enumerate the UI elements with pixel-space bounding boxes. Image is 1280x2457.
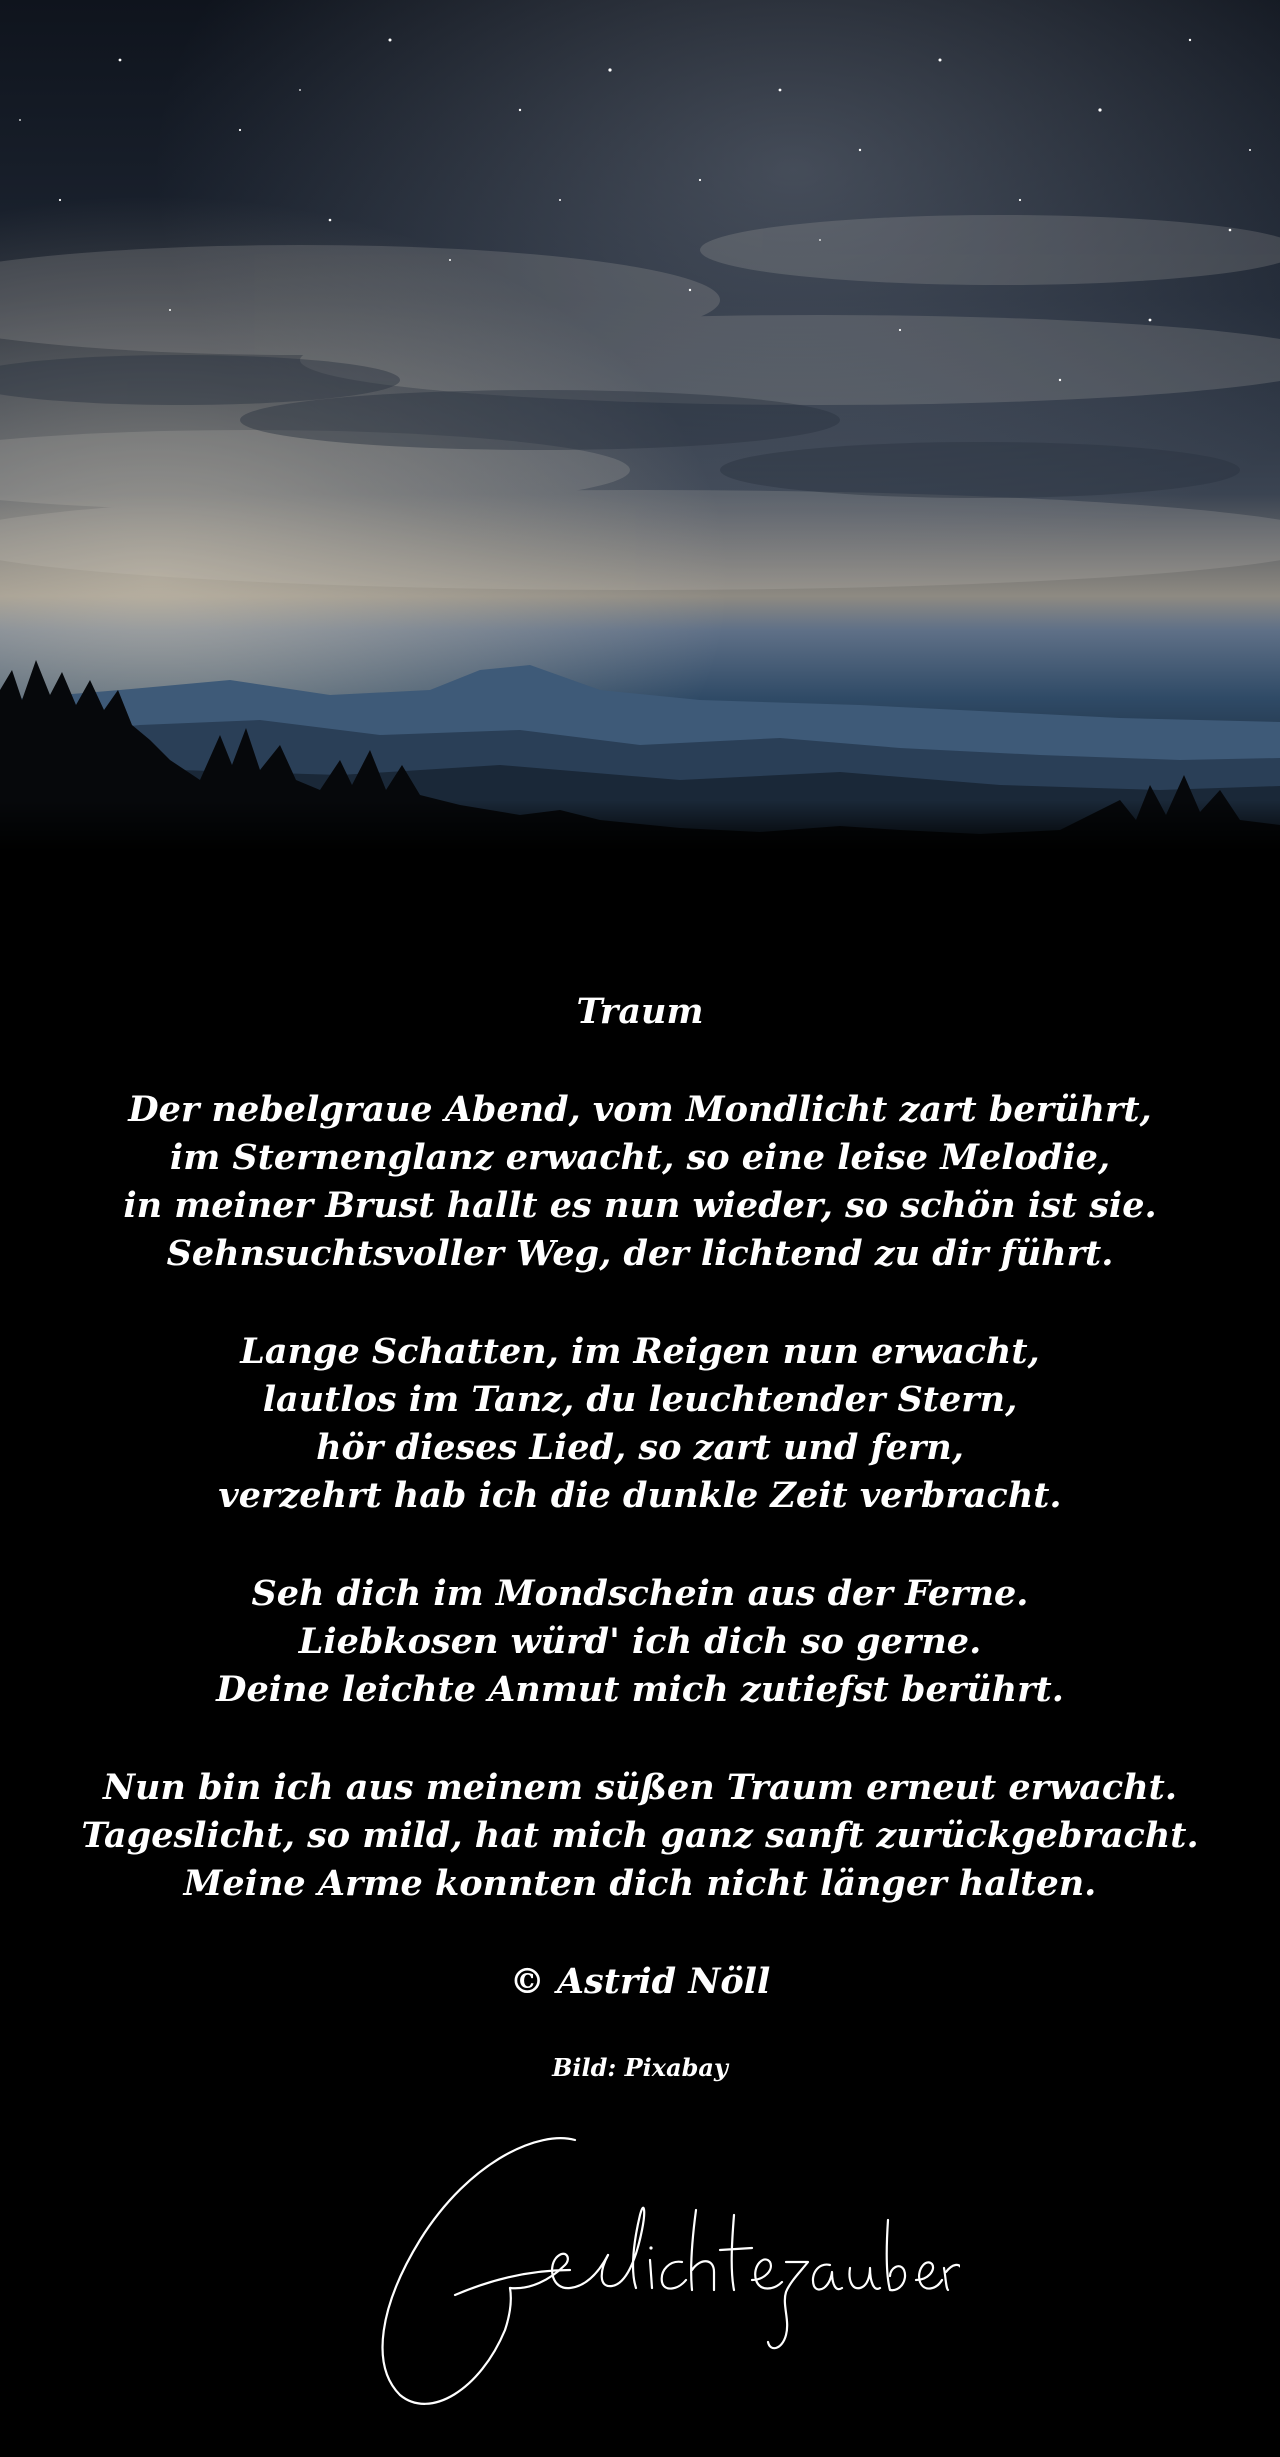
signature-logo [360, 2120, 960, 2420]
poem-line: in meiner Brust hallt es nun wieder, so schön ist sie. [123, 1185, 1157, 1226]
poem-title: Traum [576, 991, 704, 1032]
night-sky-photo [0, 0, 1280, 852]
stanza-2 [0, 1328, 1280, 1520]
poem-line: Seh dich im Mondschein aus der Ferne. [251, 1573, 1029, 1614]
poem-line: Der nebelgraue Abend, vom Mondlicht zart berührt, [128, 1089, 1152, 1130]
poem-line: Lange Schatten, im Reigen nun erwacht, [240, 1331, 1040, 1372]
poem-line: verzehrt hab ich die dunkle Zeit verbracht. [218, 1475, 1062, 1516]
image-credit: Bild: Pixabay [552, 2053, 728, 2082]
poem-line: Meine Arme konnten dich nicht länger halten. [183, 1863, 1097, 1904]
poem-line: hör dieses Lied, so zart und fern, [316, 1427, 964, 1468]
author-copyright: © Astrid Nöll [509, 1961, 771, 2002]
poem-line: Deine leichte Anmut mich zutiefst berührt. [216, 1669, 1064, 1710]
poem-line: lautlos im Tanz, du leuchtender Stern, [262, 1379, 1018, 1420]
stanza-3 [0, 1570, 1280, 1714]
stanza-4 [0, 1764, 1280, 1908]
poem-line: im Sternenglanz erwacht, so eine leise Melodie, [169, 1137, 1111, 1178]
poem-line: Tageslicht, so mild, hat mich ganz sanft zurückgebracht. [81, 1815, 1199, 1856]
poem-line: Liebkosen würd' ich dich so gerne. [298, 1621, 982, 1662]
poem-line: Sehnsuchtsvoller Weg, der lichtend zu dir führt. [166, 1233, 1114, 1274]
poem [0, 960, 1280, 2085]
poem-line: Nun bin ich aus meinem süßen Traum erneut erwacht. [102, 1767, 1178, 1808]
stanza-1 [0, 1086, 1280, 1278]
